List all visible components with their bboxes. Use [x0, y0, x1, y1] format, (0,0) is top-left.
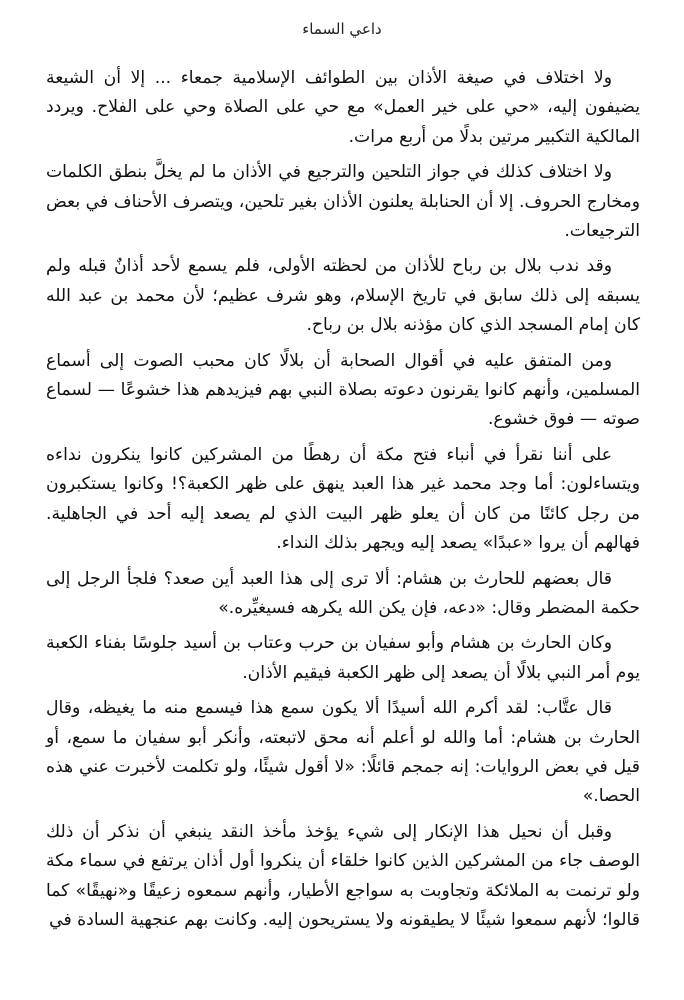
paragraph: ومن المتفق عليه في أقوال الصحابة أن بلالًا كان محبب الصوت إلى أسماع المسلمين، وأنهم كانوا يقرنون دعوته بصلاة النبي بهم فيزيدهم هذا خشوعًا — لسماع صوته — فوق خشوع. — [46, 350, 640, 430]
paragraph: وكان الحارث بن هشام وأبو سفيان بن حرب وعتاب بن أسيد جلوسًا بفناء الكعبة يوم أمر النبي بلالًا أن يصعد إلى ظهر الكعبة فيقيم الأذان. — [46, 633, 640, 683]
paragraph: على أننا نقرأ في أنباء فتح مكة أن رهطًا من المشركين كانوا ينكرون نداءه ويتساءلون: أما وجد محمد غير هذا العبد ينهق على ظهر الكعبة؟! وكانوا يستكبرون من رجل كائنًا من كان أن يعلو ظهر البيت الذي لم يصعد إليه أحد في الجاهلية. فهالهم أن يروا «عبدًا» يصعد إليه ويجهر بذلك النداء. — [46, 444, 640, 554]
paragraph: ولا اختلاف كذلك في جواز التلحين والترجيع في الأذان ما لم يخلَّ بنطق الكلمات ومخارج الحروف. إلا أن الحنابلة يعلنون الأذان بغير تلحين، ويتصرف الأحناف في بعض الترجيعات. — [46, 162, 640, 242]
running-title: داعي السماء — [302, 20, 382, 38]
paragraph: قال عتَّاب: لقد أكرم الله أسيدًا ألا يكون سمع هذا فيسمع منه ما يغيظه، وقال الحارث بن هشام: أما والله لو أعلم أنه محق لاتبعته، وأنكر أبو سفيان ما سمع، أو قيل في بعض الروايات: إنه جمجم قائلًا: «لا أقول شيئًا، ولو تكلمت لأخبرت عني هذه الحصا.» — [46, 698, 640, 807]
page-body — [46, 64, 640, 941]
paragraph: وقبل أن نحيل هذا الإنكار إلى شيء يؤخذ مأخذ النقد ينبغي أن نذكر أن ذلك الوصف جاء من المشركين الذين كانوا خلقاء أن ينكروا أول أذان يرتفع في سماء مكة ولو ترنمت به الملائكة وتجاوبت به سواجع الأطيار، وأنهم سمعوه زعيقًا و«نهيقًا» كما قالوا؛ لأنهم سمعوا شيئًا لا يطيقونه ولا يستريحون إليه. وكانت بهم عنجهية السادة في — [46, 821, 640, 930]
paragraph: ولا اختلاف في صيغة الأذان بين الطوائف الإسلامية جمعاء ... إلا أن الشيعة يضيفون إليه، «حي على خير العمل» مع حي على الصلاة وحي على الفلاح. ويردد المالكية التكبير مرتين بدلًا من أربع مرات. — [46, 68, 640, 147]
paragraph: وقد ندب بلال بن رباح للأذان من لحظته الأولى، فلم يسمع لأحد أذانٌ قبله ولم يسبقه إلى ذلك سابق في تاريخ الإسلام، وهو شرف عظيم؛ لأن محمد بن عبد الله كان إمام المسجد الذي كان مؤذنه بلال بن رباح. — [46, 256, 640, 336]
paragraph: قال بعضهم للحارث بن هشام: ألا ترى إلى هذا العبد أين صعد؟ فلجأ الرجل إلى حكمة المضطر وقال: «دعه، فإن يكن الله يكرهه فسيغيِّره.» — [46, 568, 640, 618]
